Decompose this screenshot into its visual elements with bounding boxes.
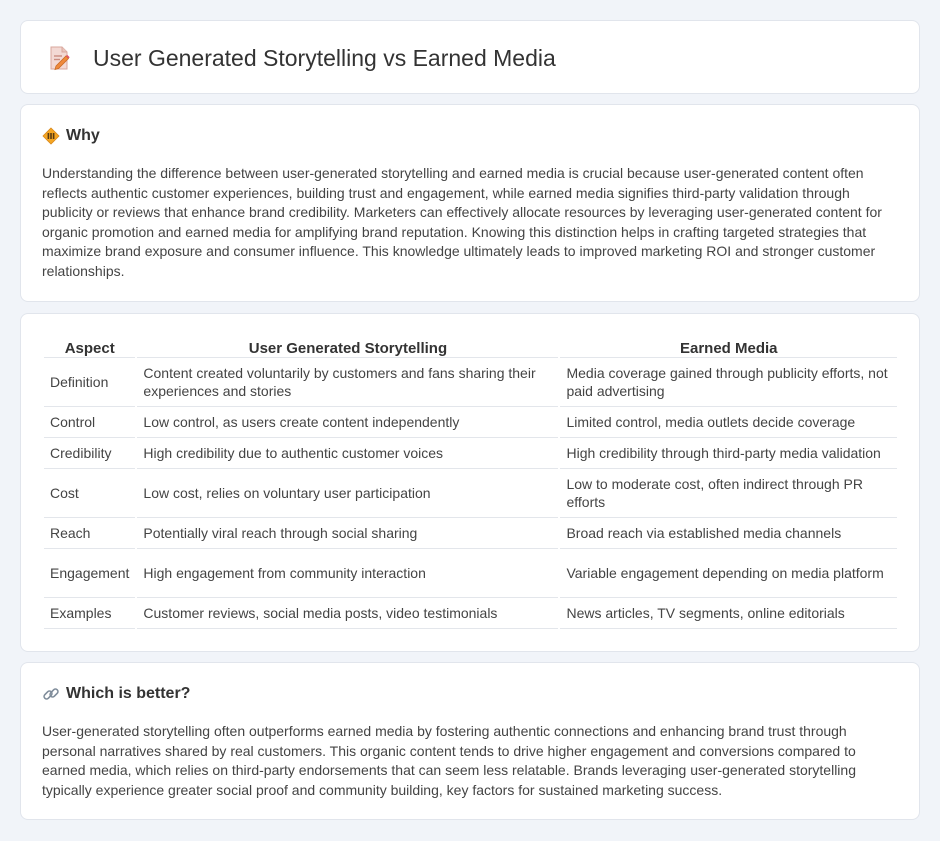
table-row: [44, 407, 897, 438]
ugs-cell: High engagement from community interaction: [137, 549, 558, 598]
aspect-cell: Control: [44, 407, 135, 438]
aspect-cell: Cost: [44, 469, 135, 518]
ugs-cell: Low control, as users create content independently: [137, 407, 558, 438]
aspect-cell: Reach: [44, 518, 135, 549]
ugs-cell: Potentially viral reach through social sharing: [137, 518, 558, 549]
comparison-table: [42, 336, 899, 629]
ugs-cell: High credibility due to authentic customer voices: [137, 438, 558, 469]
diamond-warning-icon: [42, 127, 60, 145]
why-header: [42, 127, 100, 145]
document-pencil-icon: [45, 44, 73, 72]
why-body: Understanding the difference between user-generated storytelling and earned media is crucial because user-generated content often reflects authentic customer experiences, building trust and engagement, while earned media signifies third-party validation through publicity or reviews that enhance brand credibility. Marketers can effectively allocate resources by leveraging user-generated content for organic promotion and earned media for amplifying brand reputation. Knowing this distinction helps in crafting targeted strategies that maximize brand exposure and consumer influence. This knowledge ultimately leads to improved marketing ROI and stronger customer relationships.: [42, 165, 882, 279]
better-heading: Which is better?: [66, 685, 191, 702]
why-heading: Why: [66, 127, 100, 144]
better-body: User-generated storytelling often outperforms earned media by fostering authentic connections and enhancing brand trust through personal narratives shared by real customers. This organic content tends to drive higher engagement and conversions compared to earned media, which relies on third-party endorsements that can seem less relatable. Brands leveraging user-generated storytelling typically experience greater social proof and community building, key factors for sustained marketing success.: [42, 723, 856, 798]
which-is-better-section: [20, 662, 920, 820]
ugs-cell: Customer reviews, social media posts, video testimonials: [137, 598, 558, 629]
table-row: [44, 598, 897, 629]
earned-cell: Variable engagement depending on media platform: [560, 549, 897, 598]
better-header: [42, 685, 190, 703]
title-row: [45, 21, 556, 95]
ugs-cell: Content created voluntarily by customers and fans sharing their experiences and stories: [137, 358, 558, 407]
link-icon: [42, 685, 60, 703]
earned-cell: Limited control, media outlets decide coverage: [560, 407, 897, 438]
earned-cell: News articles, TV segments, online editorials: [560, 598, 897, 629]
table-row: [44, 469, 897, 518]
earned-cell: High credibility through third-party media validation: [560, 438, 897, 469]
aspect-cell: Engagement: [44, 549, 135, 598]
earned-cell: Low to moderate cost, often indirect through PR efforts: [560, 469, 897, 518]
aspect-cell: Definition: [44, 358, 135, 407]
table-row: [44, 358, 897, 407]
table-row: [44, 438, 897, 469]
why-section: [20, 104, 920, 302]
comparison-section: [20, 313, 920, 652]
earned-cell: Media coverage gained through publicity efforts, not paid advertising: [560, 358, 897, 407]
table-row: [44, 549, 897, 598]
ugs-cell: Low cost, relies on voluntary user participation: [137, 469, 558, 518]
table-header-row: [44, 336, 897, 358]
aspect-cell: Credibility: [44, 438, 135, 469]
page-title: User Generated Storytelling vs Earned Media: [93, 44, 556, 71]
header-aspect: Aspect: [44, 336, 135, 358]
table-row: [44, 518, 897, 549]
header-user-generated-storytelling: User Generated Storytelling: [137, 336, 558, 358]
earned-cell: Broad reach via established media channels: [560, 518, 897, 549]
title-card: [20, 20, 920, 94]
aspect-cell: Examples: [44, 598, 135, 629]
header-earned-media: Earned Media: [560, 336, 897, 358]
